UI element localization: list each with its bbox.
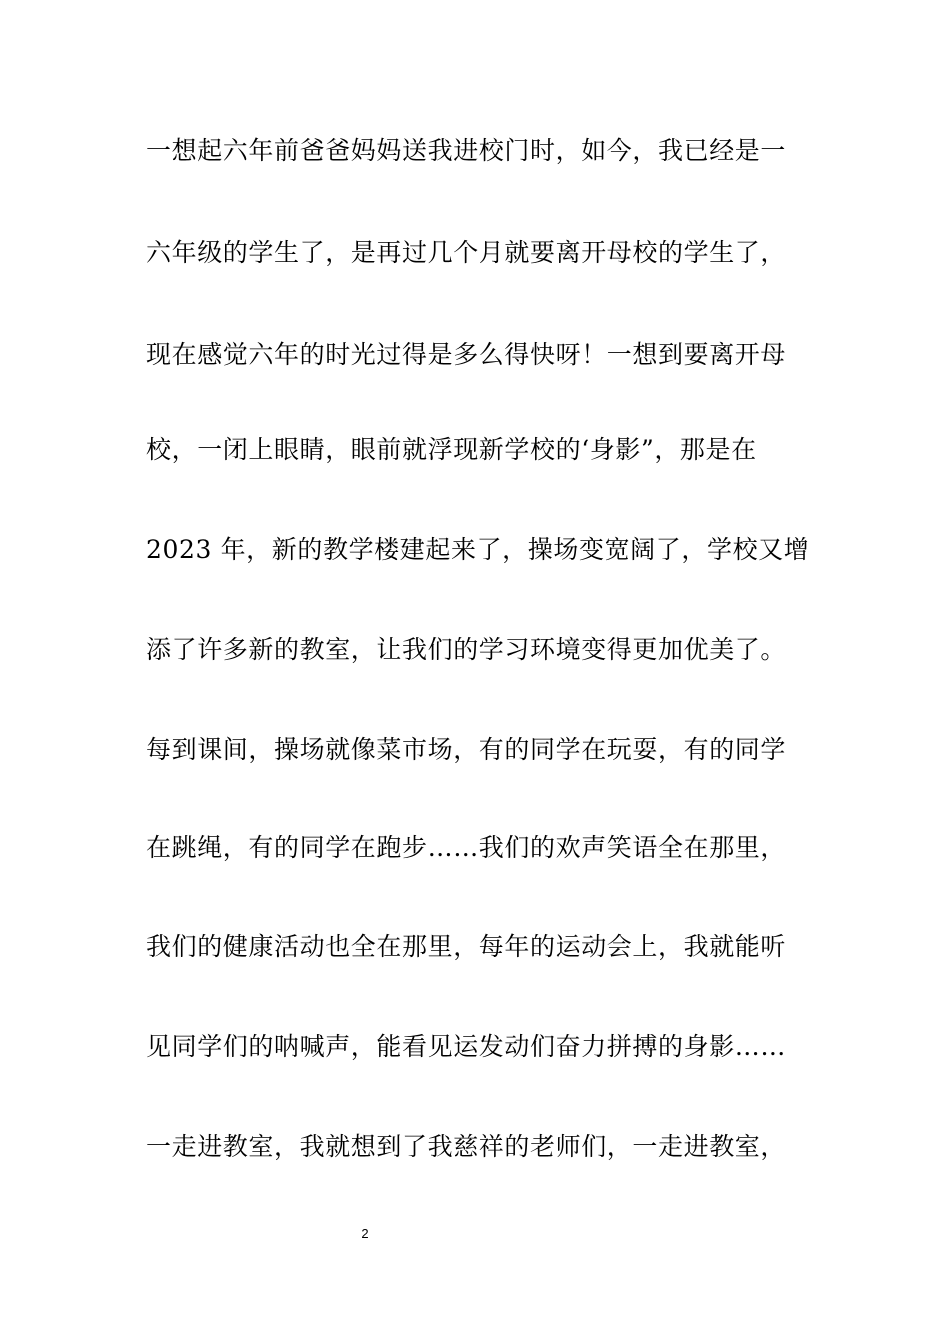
text-line: 校，一闭上眼睛，眼前就浮现新学校的‘身影”，那是在 xyxy=(146,435,757,464)
text-line: 见同学们的呐喊声，能看见运发动们奋力拼搏的身影…… xyxy=(146,1032,787,1061)
text-line: 我们的健康活动也全在那里，每年的运动会上，我就能听 xyxy=(146,932,787,961)
text-line: 添了许多新的教室，让我们的学习环境变得更加优美了。 xyxy=(146,635,787,664)
text-line: 现在感觉六年的时光过得是多么得快呀！一想到要离开母 xyxy=(146,340,787,369)
text-line: 每到课间，操场就像菜市场，有的同学在玩耍，有的同学 xyxy=(146,735,787,764)
text-line: 在跳绳，有的同学在跑步……我们的欢声笑语全在那里， xyxy=(146,833,787,862)
text-line: 一走进教室，我就想到了我慈祥的老师们，一走进教室， xyxy=(146,1132,787,1161)
text-line: 六年级的学生了，是再过几个月就要离开母校的学生了， xyxy=(146,238,787,267)
text-line: 一想起六年前爸爸妈妈送我进校门时，如今，我已经是一 xyxy=(146,136,787,165)
page-number: 2 xyxy=(361,1226,369,1241)
text-line: 2023 年，新的教学楼建起来了，操场变宽阔了，学校又增 xyxy=(146,535,810,564)
